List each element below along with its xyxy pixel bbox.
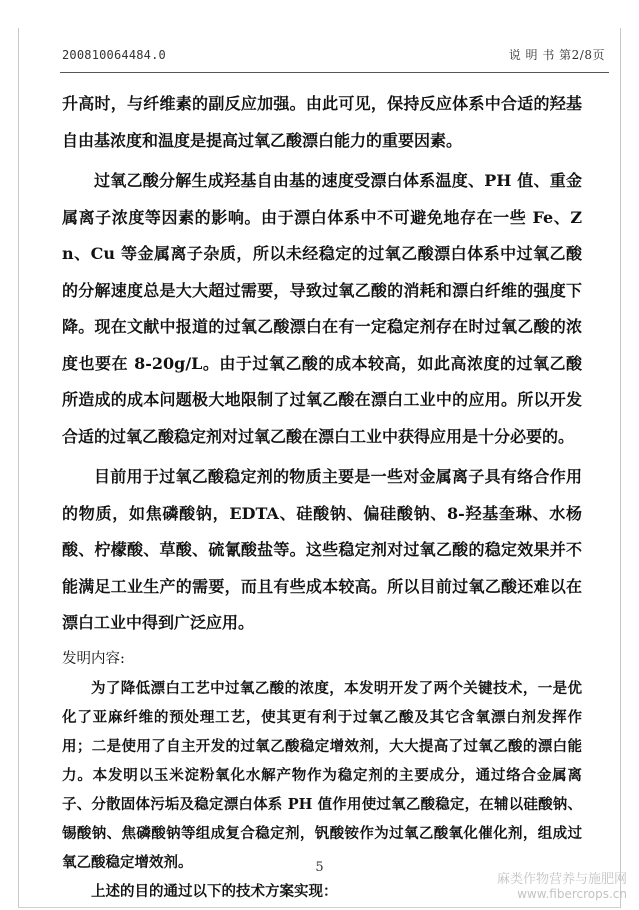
header-section-page bbox=[509, 44, 605, 66]
header-page-label: 第2/8页 bbox=[559, 48, 605, 62]
section-title: 发明内容: bbox=[62, 650, 125, 667]
paragraph-stabilizers: 目前用于过氧乙酸稳定剂的物质主要是一些对金属离子具有络合作用的物质，如焦磷酸钠，EDTA、硅酸钠、偏硅酸钠、8-羟基奎琳、水杨酸、柠檬酸、草酸、硫氰酸盐等。这些稳定剂对过氧乙酸的稳定效果并不能满足工业生产的需要，而且有些成本较高。所以目前过氧乙酸还难以在漂白工业中得到广泛应用。 bbox=[62, 467, 582, 632]
patent-application-number: 200810064484.0 bbox=[62, 48, 166, 62]
header-divider bbox=[60, 72, 609, 73]
paragraph-continuation: 升高时，与纤维素的副反应加强。由此可见，保持反应体系中合适的羟基自由基浓度和温度是提高过氧乙酸漂白能力的重要因素。 bbox=[62, 94, 582, 150]
paragraph-decomposition: 过氧乙酸分解生成羟基自由基的速度受漂白体系温度、PH 值、重金属离子浓度等因素的影响。由于漂白体系中不可避免地存在一些 Fe、Zn、Cu 等金属离子杂质，所以未经稳定的过氧乙酸漂白体系中过氧乙酸的分解速度总是大大超过需要，导致过氧乙酸的消耗和漂白纤维的强度下降。现在文献中报道的过氧乙酸漂白在有一定稳定剂存在时过氧乙酸的浓度也要在 8-20g/L。由于过氧乙酸的成本较高，如此高浓度的过氧乙酸所造成的成本问题极大地限制了过氧乙酸在漂白工业中的应用。所以开发合适的过氧乙酸稳定剂对过氧乙酸在漂白工业中获得应用是十分必要的。 bbox=[62, 171, 582, 446]
document-body bbox=[62, 86, 582, 906]
page-number: 5 bbox=[315, 860, 324, 875]
page-header bbox=[62, 44, 605, 66]
header-section-label: 说 明 书 bbox=[508, 48, 555, 62]
paragraph-technical-solution: 上述的目的通过以下的技术方案实现： bbox=[91, 882, 338, 900]
paragraph-invention: 为了降低漂白工艺中过氧乙酸的浓度，本发明开发了两个关键技术，一是优化了亚麻纤维的预处理工艺，使其更有利于过氧乙酸及其它含氧漂白剂发挥作用；二是使用了自主开发的过氧乙酸稳定增效剂，大大提高了过氧乙酸的漂白能力。本发明以玉米淀粉氧化水解产物作为稳定剂的主要成分，通过络合金属离子、分散固体污垢及稳定漂白体系 PH 值作用使过氧乙酸稳定，在辅以硅酸钠、锡酸钠、焦磷酸钠等组成复合稳定剂，钒酸铵作为过氧乙酸氧化催化剂，组成过氧乙酸稳定增效剂。 bbox=[62, 679, 582, 871]
watermark-site-name: 麻类作物营养与施肥网 bbox=[496, 872, 627, 887]
watermark-url: www.fibercrops.cn bbox=[517, 887, 627, 901]
watermark bbox=[497, 872, 627, 902]
